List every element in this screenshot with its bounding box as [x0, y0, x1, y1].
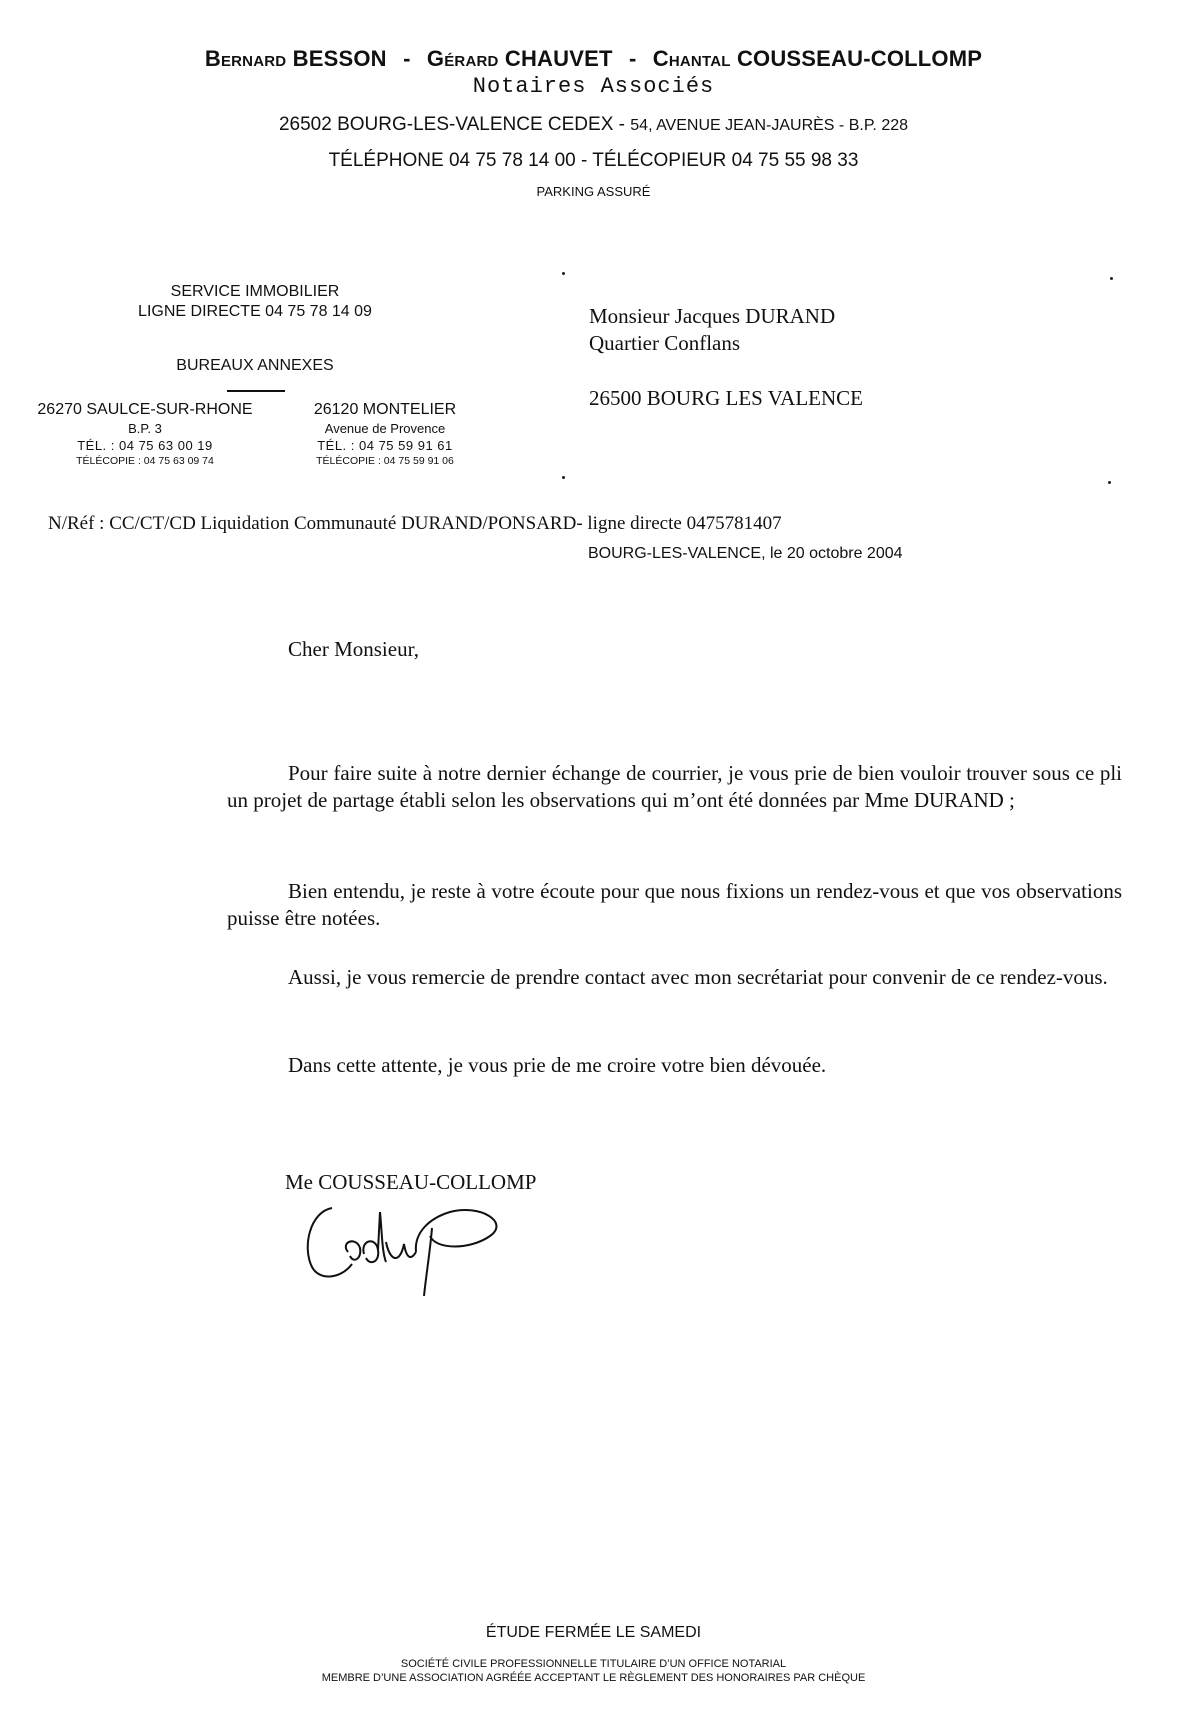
divider [227, 390, 285, 392]
notaries-names [0, 46, 1187, 72]
name-separator: - [628, 46, 637, 71]
address-street: 54, AVENUE JEAN-JAURÈS - B.P. 228 [630, 117, 909, 134]
office-closed-note: ÉTUDE FERMÉE LE SAMEDI [485, 1624, 702, 1641]
parking-note: PARKING ASSURÉ [536, 184, 651, 199]
signatory-name: Me COUSSEAU-COLLOMP [285, 1170, 537, 1194]
notary1-last: BESSON [292, 46, 387, 71]
salutation: Cher Monsieur, [288, 637, 419, 661]
window-mark [562, 272, 565, 275]
recipient-name: Monsieur Jacques DURAND [589, 304, 836, 328]
service-direct-line: LIGNE DIRECTE 04 75 78 14 09 [138, 303, 372, 320]
recipient-city: 26500 BOURG LES VALENCE [589, 386, 863, 410]
office-line2: Avenue de Provence [324, 421, 446, 436]
office-tel: TÉL. : 04 75 63 00 19 [77, 438, 213, 453]
office-fax: TÉLÉCOPIE : 04 75 59 91 06 [316, 455, 454, 467]
paragraph: Dans cette attente, je vous prie de me croire votre bien dévouée. [288, 1053, 827, 1077]
office-line2: B.P. 3 [128, 421, 162, 436]
legal-line: MEMBRE D’UNE ASSOCIATION AGRÉÉE ACCEPTANT LE RÈGLEMENT DES HONORAIRES PAR CHÈQUE [321, 1672, 866, 1684]
office-city: 26270 SAULCE-SUR-RHONE [37, 401, 253, 418]
paragraph: Aussi, je vous remercie de prendre contact avec mon secrétariat pour convenir de ce rendez-vous. [288, 965, 1108, 989]
reference-line: N/Réf : CC/CT/CD Liquidation Communauté DURAND/PONSARD- ligne directe 0475781407 [48, 513, 782, 534]
notary2-first: Gérard [426, 46, 499, 71]
main-address [0, 114, 1187, 136]
date-place: BOURG-LES-VALENCE, [588, 545, 766, 562]
letter-date [588, 545, 903, 563]
paragraph: Pour faire suite à notre dernier échange de courrier, je vous prie de bien vouloir trouver sous ce pli un projet de partage établi selon les observations qui m’ont été données par Mme DURAND ; [227, 761, 1122, 812]
annex-title: BUREAUX ANNEXES [176, 357, 334, 374]
notary2-last: CHAUVET [504, 46, 613, 71]
service-title: SERVICE IMMOBILIER [170, 283, 340, 300]
office-montelier [290, 400, 480, 468]
office-fax: TÉLÉCOPIE : 04 75 63 09 74 [76, 455, 214, 467]
handwritten-signature [300, 1192, 520, 1302]
address-city: 26502 BOURG-LES-VALENCE CEDEX - [278, 114, 625, 135]
legal-line: SOCIÉTÉ CIVILE PROFESSIONNELLE TITULAIRE D’UN OFFICE NOTARIAL [400, 1658, 787, 1670]
office-city: 26120 MONTELIER [313, 401, 457, 418]
notary3-first: Chantal [652, 46, 731, 71]
office-saulce [30, 400, 260, 468]
paragraph: Bien entendu, je reste à votre écoute pour que nous fixions un rendez-vous et que vos observations puisse être notées. [227, 879, 1122, 930]
window-mark [1108, 481, 1111, 484]
associates-title: Notaires Associés [472, 74, 715, 99]
date-text: le 20 octobre 2004 [765, 545, 903, 562]
notary1-first: Bernard [204, 46, 287, 71]
name-separator: - [403, 46, 411, 71]
legal-footer [0, 1657, 1187, 1685]
window-mark [1110, 277, 1113, 280]
recipient-street: Quartier Conflans [589, 331, 741, 355]
notary3-last: COUSSEAU-COLLOMP [736, 46, 983, 71]
phone-line: TÉLÉPHONE 04 75 78 14 00 - TÉLÉCOPIEUR 04 75 55 98 33 [328, 150, 859, 171]
service-block [90, 282, 420, 322]
window-mark [562, 476, 565, 479]
office-tel: TÉL. : 04 75 59 91 61 [317, 438, 453, 453]
